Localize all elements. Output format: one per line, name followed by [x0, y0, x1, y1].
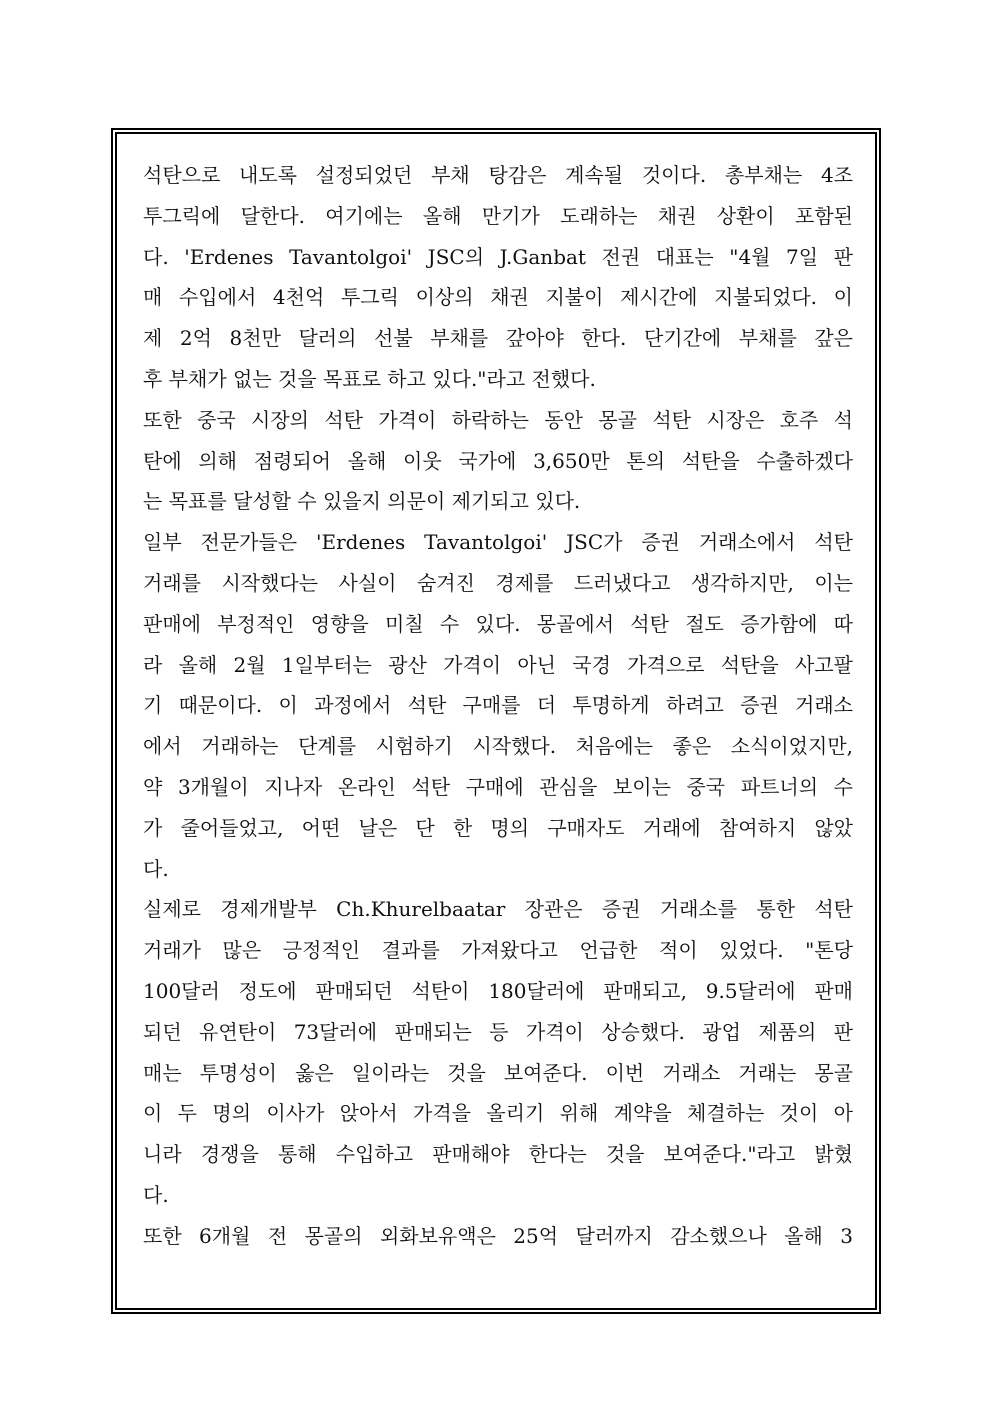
- text-line: 투그릭에 달한다. 여기에는 올해 만기가 도래하는 채권 상환이 포함된: [143, 203, 853, 228]
- text-line: 다.: [143, 1182, 169, 1207]
- text-line: 일부 전문가들은 'Erdenes Tavantolgoi' JSC가 증권 거래소에서 석탄: [143, 530, 853, 555]
- text-line: 탄에 의해 점령되어 올해 이웃 국가에 3,650만 톤의 석탄을 수출하겠다: [143, 448, 853, 473]
- text-line: 후 부채가 없는 것을 목표로 하고 있다."라고 전했다.: [143, 366, 596, 391]
- text-line: 또한 중국 시장의 석탄 가격이 하락하는 동안 몽골 석탄 시장은 호주 석: [143, 407, 853, 432]
- paragraph-stock-exchange-trading: [143, 522, 853, 889]
- text-line: 석탄으로 내도록 설정되었던 부채 탕감은 계속될 것이다. 총부채는 4조: [143, 163, 853, 187]
- text-line: 매는 투명성이 옳은 일이라는 것을 보여준다. 이번 거래소 거래는 몽골: [143, 1060, 853, 1085]
- text-line: 다.: [143, 856, 169, 881]
- paragraph-minister-statement: [143, 889, 853, 1215]
- paragraph-debt-repayment: [143, 155, 853, 400]
- text-line: 실제로 경제개발부 Ch.Khurelbaatar 장관은 증권 거래소를 통한 석탄: [143, 897, 853, 922]
- text-line: 판매에 부정적인 영향을 미칠 수 있다. 몽골에서 석탄 절도 증가함에 따: [143, 611, 853, 636]
- text-line: 거래가 많은 긍정적인 결과를 가져왔다고 언급한 적이 있었다. "톤당: [143, 938, 853, 963]
- text-line: 되던 유연탄이 73달러에 판매되는 등 가격이 상승했다. 광업 제품의 판: [143, 1019, 853, 1044]
- text-line: 이 두 명의 이사가 앉아서 가격을 올리기 위해 계약을 체결하는 것이 아: [143, 1101, 853, 1126]
- text-line: 매 수입에서 4천억 투그릭 이상의 채권 지불이 제시간에 지불되었다. 이: [143, 285, 853, 310]
- text-line: 라 올해 2월 1일부터는 광산 가격이 아닌 국경 가격으로 석탄을 사고팔: [143, 652, 853, 677]
- paragraph-foreign-reserves: [143, 1216, 853, 1257]
- document-body: [143, 155, 853, 1257]
- text-line: 또한 6개월 전 몽골의 외화보유액은 25억 달러까지 감소했으나 올해 3: [143, 1223, 853, 1248]
- text-line: 제 2억 8천만 달러의 선불 부채를 갚아야 한다. 단기간에 부채를 갚은: [143, 326, 853, 351]
- text-line: 100달러 정도에 판매되던 석탄이 180달러에 판매되고, 9.5달러에 판매: [143, 978, 853, 1003]
- text-line: 니라 경쟁을 통해 수입하고 판매해야 한다는 것을 보여준다."라고 밝혔: [143, 1142, 853, 1167]
- paragraph-china-market: [143, 400, 853, 522]
- text-line: 는 목표를 달성할 수 있을지 의문이 제기되고 있다.: [143, 489, 581, 514]
- text-line: 약 3개월이 지나자 온라인 석탄 구매에 관심을 보이는 중국 파트너의 수: [143, 774, 853, 799]
- text-line: 가 줄어들었고, 어떤 날은 단 한 명의 구매자도 거래에 참여하지 않았: [143, 815, 853, 840]
- text-line: 에서 거래하는 단계를 시험하기 시작했다. 처음에는 좋은 소식이었지만,: [143, 734, 853, 759]
- text-line: 기 때문이다. 이 과정에서 석탄 구매를 더 투명하게 하려고 증권 거래소: [143, 693, 853, 718]
- text-line: 다. 'Erdenes Tavantolgoi' JSC의 J.Ganbat 전권 대표는 "4월 7일 판: [143, 244, 853, 269]
- text-line: 거래를 시작했다는 사실이 숨겨진 경제를 드러냈다고 생각하지만, 이는: [143, 570, 853, 595]
